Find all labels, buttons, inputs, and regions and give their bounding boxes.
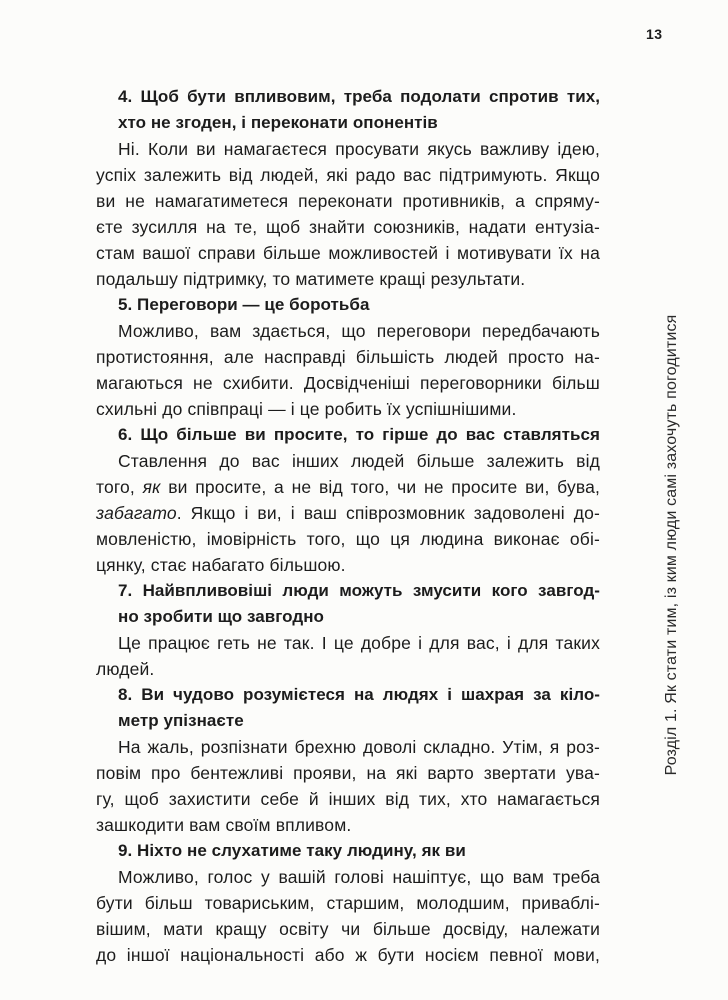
- text-line: схильні до співпраці — і це робить їх успішнішими.: [96, 399, 517, 419]
- text-run: того,: [96, 477, 143, 497]
- text-line: магаються не схибити. Досвідченіші переговорники більш: [96, 373, 600, 393]
- text-line: успіх залежить від людей, які радо вас підтримують. Якщо: [96, 165, 600, 185]
- text-run: ви просите, а не від того, чи не просите ви, бува,: [160, 477, 600, 497]
- text-line: Можливо, голос у вашій голові нашіптує, що вам треба: [118, 867, 600, 887]
- text-line: Це працює геть не так. І це добре і для вас, і для таких: [118, 633, 600, 653]
- text-line: до іншої національності або ж бути носієм певної мови,: [96, 945, 600, 965]
- section-heading-line: 8. Ви чудово розумієтеся на людях і шахрая за кіло-: [118, 685, 600, 704]
- text-line: цянку, стає набагато більшою.: [96, 555, 346, 575]
- text-line: гу, щоб захистити себе й інших від тих, хто намагається: [96, 789, 600, 809]
- text-line: людей.: [96, 659, 155, 679]
- text-line: повім про бентежливі прояви, на які варто звертати ува-: [96, 763, 600, 783]
- running-header-side-title: Розділ 1. Як стати тим, із ким люди самі захочуть погодитися: [663, 314, 680, 776]
- text-line: Можливо, вам здається, що переговори передбачають: [118, 321, 600, 341]
- page-number: 13: [646, 26, 663, 42]
- section-heading-line: 4. Щоб бути впливовим, треба подолати спротив тих,: [118, 87, 600, 106]
- text-line: подальшу підтримку, то матимете кращі результати.: [96, 269, 526, 289]
- text-line: протистояння, але насправді більшість людей просто на-: [96, 347, 600, 367]
- text-line: зашкодити вам своїм впливом.: [96, 815, 352, 835]
- text-line: На жаль, розпізнати брехню доволі складно. Утім, я роз-: [118, 737, 600, 757]
- section-heading-line: 9. Ніхто не слухатиме таку людину, як ви: [118, 841, 466, 860]
- text-line: мовленістю, імовірність того, що ця людина виконає обі-: [96, 529, 600, 549]
- section-heading-line: 6. Що більше ви просите, то гірше до вас ставляться: [118, 425, 600, 444]
- text-run: . Якщо і ви, і ваш співрозмовник задоволені до-: [176, 503, 600, 523]
- text-line: [96, 474, 600, 500]
- italic-emphasis: забагато: [96, 503, 177, 523]
- section-heading-line: но зробити що завгодно: [118, 607, 324, 626]
- section-heading-line: 7. Найвпливовіші люди можуть змусити кого завгод-: [118, 581, 600, 600]
- text-line: [96, 500, 600, 526]
- text-line: Ставлення до вас інших людей більше залежить від: [118, 451, 600, 471]
- body-text: [96, 84, 600, 968]
- text-line: вішим, мати кращу освіту чи більше досвіду, належати: [96, 919, 600, 939]
- text-line: стам вашої справи більше можливостей і мотивувати їх на: [96, 243, 600, 263]
- section-heading-line: хто не згоден, і переконати опонентів: [118, 113, 438, 132]
- text-line: єте зусилля на те, щоб знайти союзників, надати ентузіа-: [96, 217, 600, 237]
- italic-emphasis: як: [142, 477, 161, 497]
- text-line: ви не намагатиметеся переконати противників, а спряму-: [96, 191, 600, 211]
- text-line: Ні. Коли ви намагаєтеся просувати якусь важливу ідею,: [118, 139, 600, 159]
- text-line: бути більш товариським, старшим, молодшим, приваблі-: [96, 893, 600, 913]
- section-heading-line: 5. Переговори — це боротьба: [118, 295, 370, 314]
- section-heading-line: метр упізнаєте: [118, 711, 244, 730]
